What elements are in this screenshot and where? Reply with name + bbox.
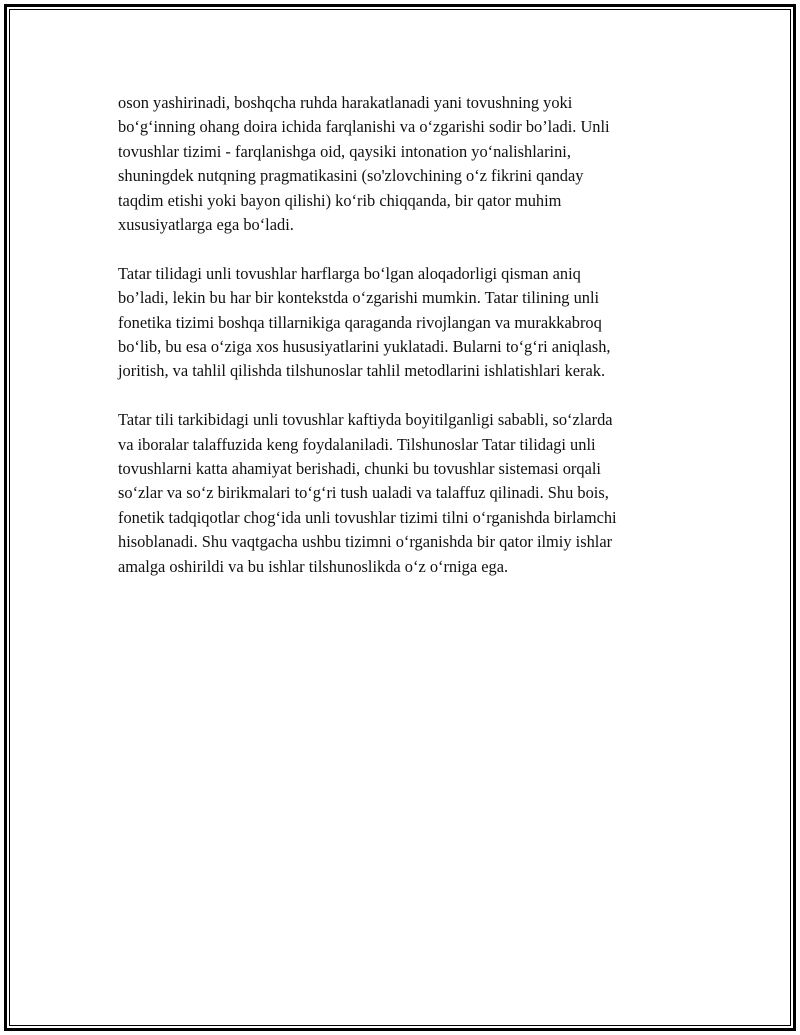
paragraph-2: Tatar tilidagi unli tovushlar harflarga bo‘lgan aloqadorligi qisman aniq bo’ladi, lekin bu har bir kontekstda o‘zgarishi mumkin. Tatar tilining unli fonetika tizimi boshqa tillarnikiga qaraganda rivojlangan va murakkabroq bo‘lib, bu esa o‘ziga xos hususiyatlarini yuklatadi. Bularni to‘g‘ri aniqlash, joritish, va tahlil qilishda tilshunoslar tahlil metodlarini ishlatishlari kerak. (118, 263, 611, 381)
paragraph-3: Tatar tili tarkibidagi unli tovushlar kaftiyda boyitilganligi sababli, so‘zlarda va iboralar talaffuzida keng foydalaniladi. Tilshunoslar Tatar tilidagi unli tovushlarni katta ahamiyat berishadi, chunki bu tovushlar sistemasi orqali so‘zlar va so‘z birikmalari to‘g‘ri tush ualadi va talaffuz qilinadi. Shu bois, fonetik tadqiqotlar chog‘ida unli tovushlar tizimi tilni o‘rganishda birlamchi hisoblanadi. Shu vaqtgacha ushbu tizimni o‘rganishda bir qator ilmiy ishlar amalga oshirildi va bu ishlar tilshunoslikda o‘z o‘rniga ega. (118, 410, 617, 576)
document-body (118, 91, 698, 603)
paragraph-1: oson yashirinadi, boshqcha ruhda harakatlanadi yani tovushning yoki bo‘g‘inning ohang doira ichida farqlanishi va o‘zgarishi sodir bo’ladi. Unli tovushlar tizimi - farqlanishga oid, qaysiki intonation yo‘nalishlarini, shuningdek nutqning pragmatikasini (so'zlovchining o‘z fikrini qanday taqdim etishi yoki bayon qilishi) ko‘rib chiqqanda, bir qator muhim xususiyatlarga ega bo‘ladi. (118, 93, 610, 235)
